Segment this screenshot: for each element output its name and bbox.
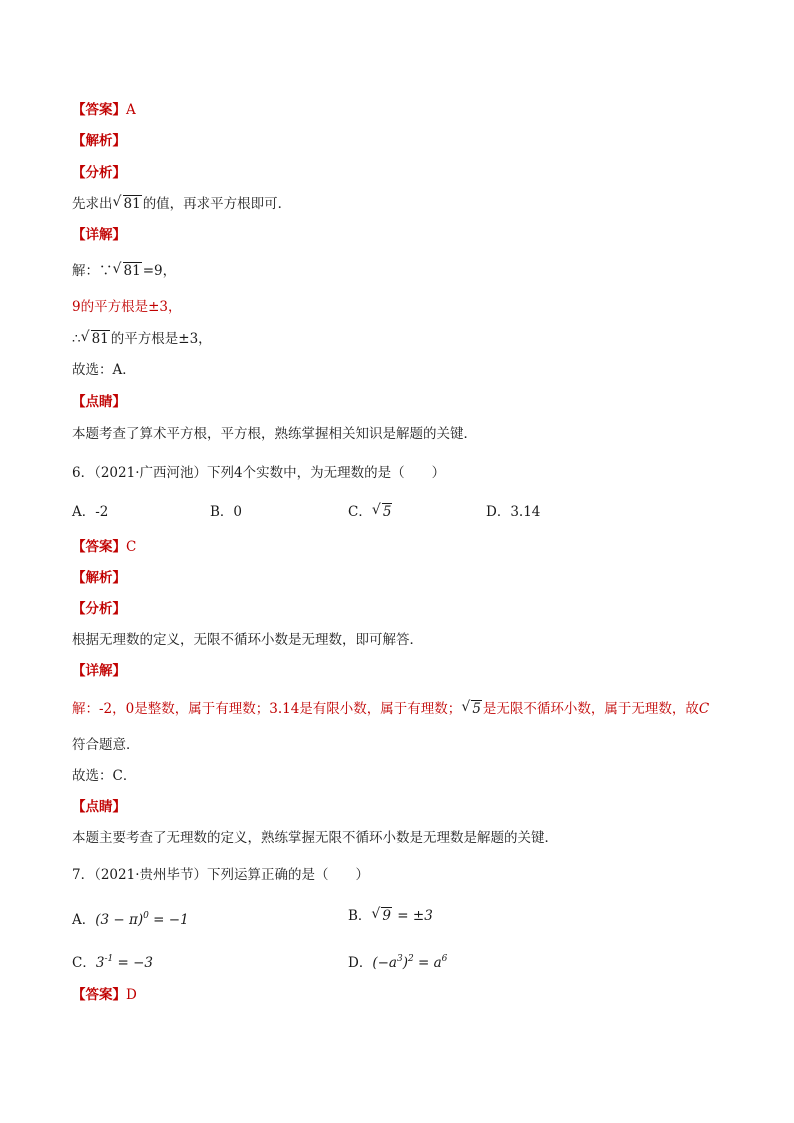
sqrt-symbol: √ 9 [372,907,392,925]
fenxi-text: 根据无理数的定义，无限不循环小数是无理数，即可解答． [72,632,423,648]
fenxi-label: 【分析】 [72,165,126,181]
choice-text: 故选：A． [72,362,136,378]
analysis-label: 【解析】 [72,570,126,586]
analysis-label: 【解析】 [72,133,126,149]
question-7-stem: 7．（2021·贵州毕节）下列运算正确的是（ ） [72,867,369,883]
answer-value: C [126,539,137,555]
sqrt-symbol: √ 5 [373,503,393,521]
fenxi-text: 先求出√ 81 的值，再求平方根即可． [72,195,291,213]
xiangjie-label: 【详解】 [72,227,126,243]
dianjing-label: 【点睛】 [72,394,126,410]
answer-label: 【答案】D [72,987,137,1003]
q7-option-a: A．$(3 - \pi)^0 = -1$ [72,911,189,928]
sqrt-symbol: √ 5 [462,700,482,718]
choice-text: 故选：C． [72,768,137,784]
dianjing-text: 本题主要考查了无理数的定义，熟练掌握无限不循环小数是无理数是解题的关键． [72,830,558,846]
q7-option-d: D．$(-a^3)^2 = a^6$ [348,954,448,971]
detail-line-2: 符合题意． [72,737,140,753]
q6-option-a: A．-2 [72,504,109,520]
xiangjie-label: 【详解】 [72,663,126,679]
dianjing-label: 【点睛】 [72,799,126,815]
answer-label: 【答案】A [72,102,136,118]
solution-step-3: ∴√ 81 的平方根是±3， [72,330,212,348]
question-6-stem: 6．（2021·广西河池）下列4个实数中，为无理数的是（ ） [72,465,446,481]
q6-option-b: B．0 [210,504,243,520]
answer-value: D [126,987,137,1003]
answer-label: 【答案】C [72,539,137,555]
solution-step-2: 9的平方根是±3， [72,299,182,315]
q6-option-d: D．3.14 [486,504,541,520]
solution-step-1: 解：∵√ 81 =9， [72,262,176,280]
fenxi-label: 【分析】 [72,601,126,617]
sqrt-symbol: √ 81 [114,195,142,213]
detail-line-1: 解：-2，0是整数，属于有理数；3.14是有限小数，属于有理数；√ 5 是无限不循环小数，属于无理数，故C [72,700,709,718]
q7-option-b: B．√ 9 = ±3 [348,907,433,925]
q6-option-c: C．√ 5 [348,503,393,521]
sqrt-symbol: √ 81 [114,262,142,280]
sqrt-symbol: √ 81 [82,330,110,348]
q7-option-c: C．$3^{-1} = -3$ [72,954,154,971]
dianjing-text: 本题考查了算术平方根，平方根，熟练掌握相关知识是解题的关键． [72,426,477,442]
answer-value: A [126,102,136,118]
